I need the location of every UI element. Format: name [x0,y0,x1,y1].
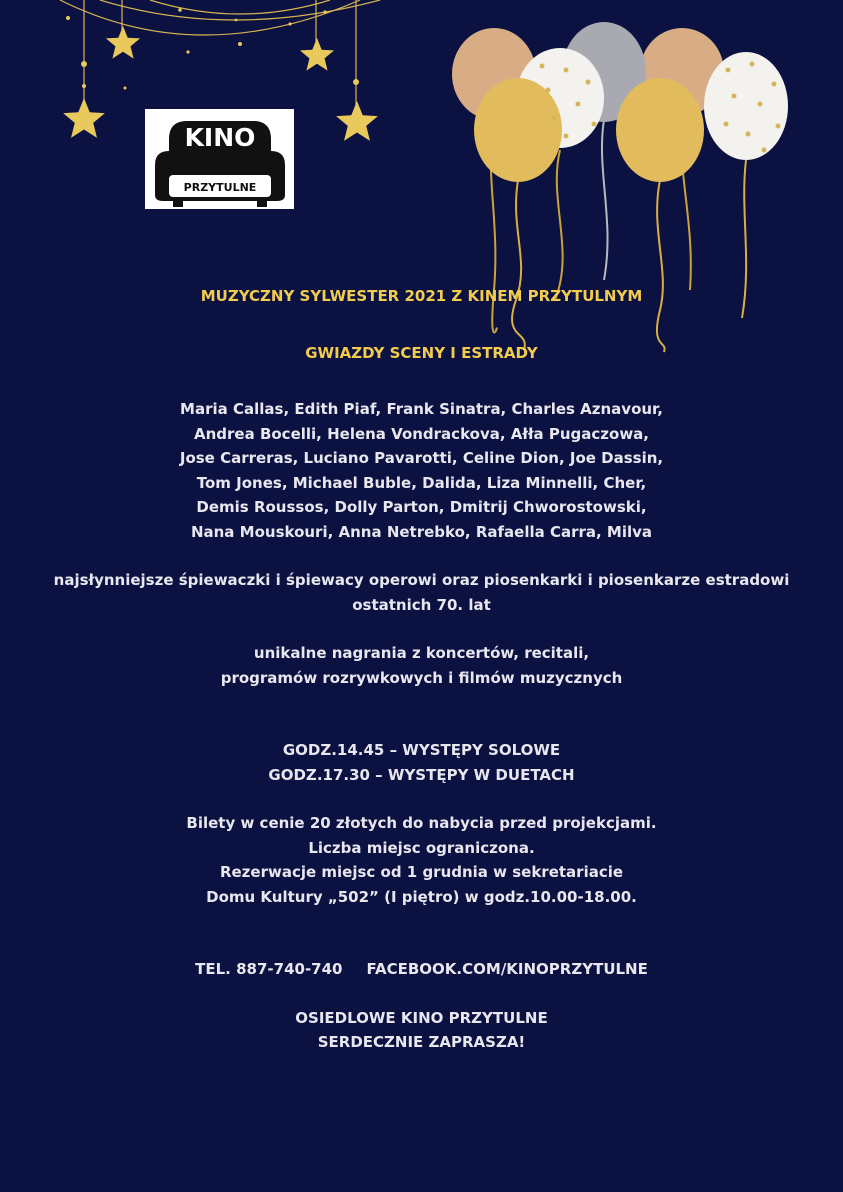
ticket-line: Bilety w cenie 20 złotych do nabycia przed projekcjami. [186,814,657,832]
ticket-info [0,811,843,909]
balloon-icon [452,22,788,182]
contact-info [0,957,843,982]
singers-line: Andrea Bocelli, Helena Vondrackova, Ałła Pugaczowa, [194,424,649,443]
invitation [0,1006,843,1055]
ticket-line: Rezerwacje miejsc od 1 grudnia w sekretariacie [219,863,624,881]
event-subtitle: GWIAZDY SCENY I ESTRADY [305,344,538,362]
recordings-line: programów rozrywkowych i filmów muzycznych [220,668,623,687]
singers-line: Maria Callas, Edith Piaf, Frank Sinatra, Charles Aznavour, [180,400,663,418]
famous-line: ostatnich 70. lat [352,595,491,614]
kino-przytulne-logo [145,109,294,209]
singers-list [0,397,843,544]
invite-line: OSIEDLOWE KINO PRZYTULNE [295,1008,548,1027]
famous-line: najsłynniejsze śpiewaczki i śpiewacy operowi oraz piosenkarki i piosenkarze estradowi [53,571,790,589]
invite-line: SERDECZNIE ZAPRASZA! [317,1033,526,1051]
famous-description [0,568,843,617]
showtime-line: GODZ.14.45 – WYSTĘPY SOLOWE [282,741,561,759]
singers-line: Demis Roussos, Dolly Parton, Dmitrij Chworostowski, [196,498,647,516]
recordings-line: unikalne nagrania z koncertów, recitali, [253,644,590,662]
singers-line: Jose Carreras, Luciano Pavarotti, Celine Dion, Joe Dassin, [179,449,664,467]
ticket-line: Domu Kultury „502” (I piętro) w godz.10.00-18.00. [206,887,637,906]
singers-line: Nana Mouskouri, Anna Netrebko, Rafaella Carra, Milva [190,522,653,541]
facebook-link[interactable]: FACEBOOK.COM/KINOPRZYTULNE [366,960,648,978]
logo-line1: KINO [184,123,256,152]
phone-number: TEL. 887-740-740 [195,960,343,978]
singers-line: Tom Jones, Michael Buble, Dalida, Liza Minnelli, Cher, [196,473,647,492]
ticket-line: Liczba miejsc ograniczona. [308,838,535,857]
showtimes [0,738,843,787]
showtime-line: GODZ.17.30 – WYSTĘPY W DUETACH [268,765,575,784]
recordings-description [0,641,843,690]
garland-lines [60,0,380,116]
logo-line2: PRZYTULNE [183,181,257,194]
event-title: MUZYCZNY SYLWESTER 2021 Z KINEM PRZYTULNYM [200,287,643,305]
flyer-content [0,284,843,1055]
sparkle-dots [66,8,327,89]
